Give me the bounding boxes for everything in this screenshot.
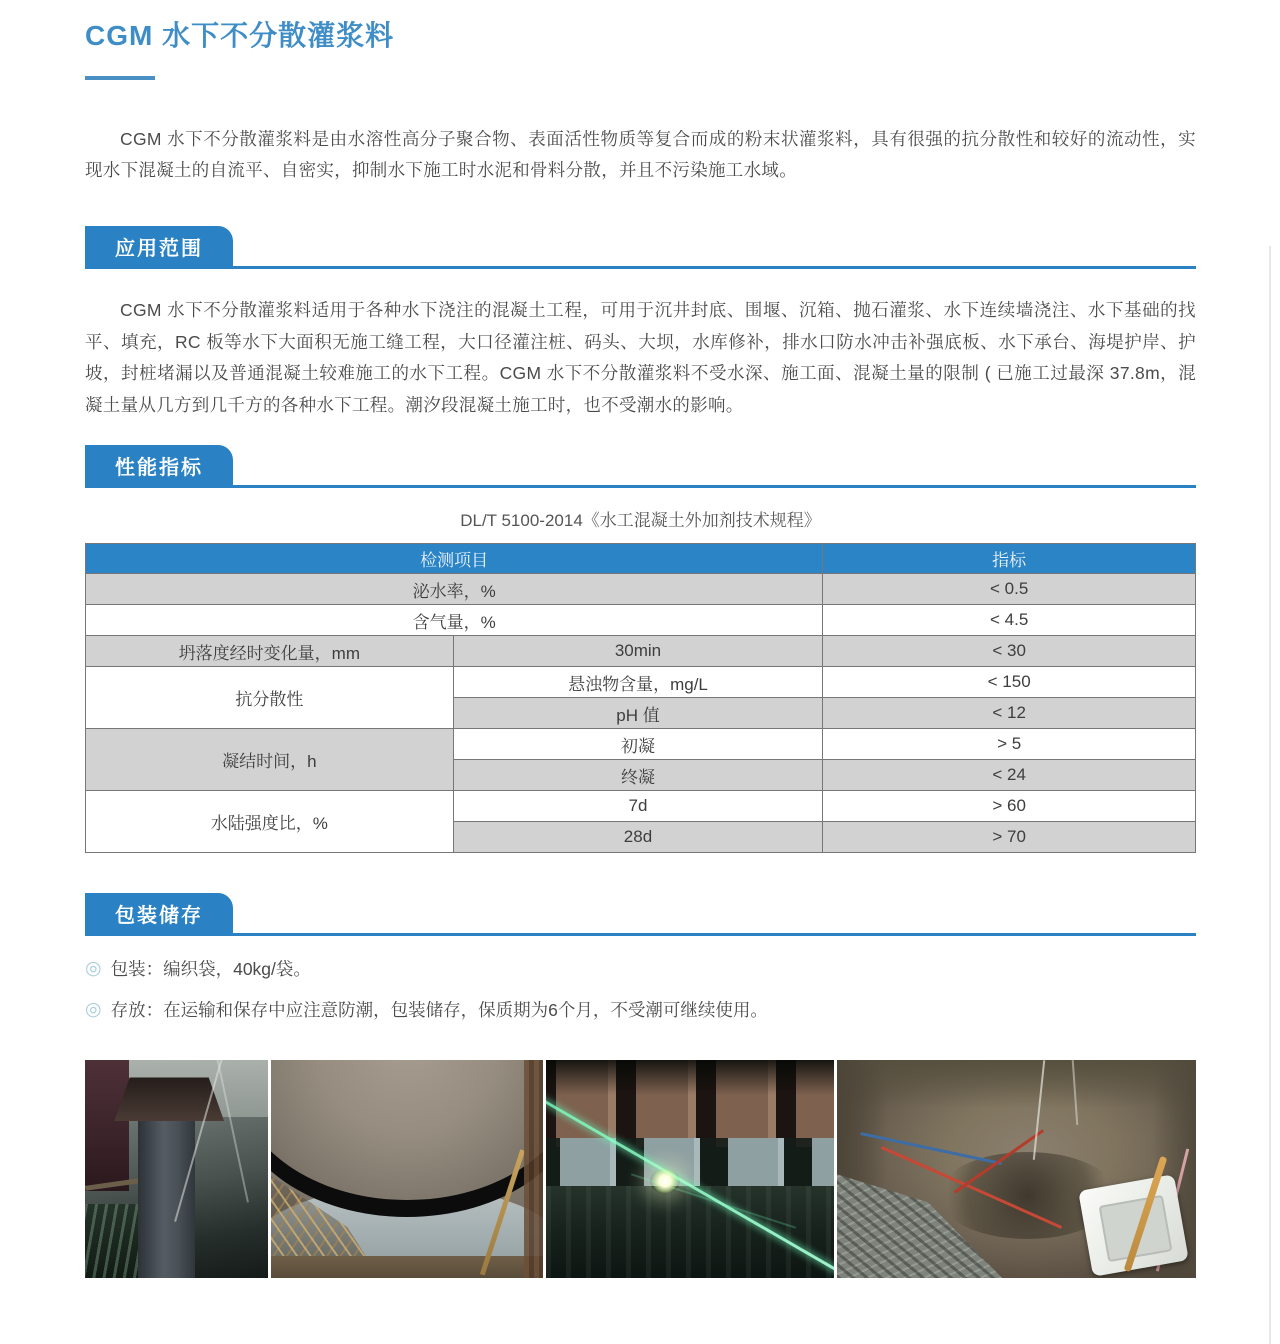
photo-layer-pile-cap <box>114 1077 224 1121</box>
table-cell: 终凝 <box>453 760 823 791</box>
photo-layer-pile-shaft <box>138 1119 195 1278</box>
list-item <box>85 956 1196 981</box>
table-cell: 悬浊物含量，mg/L <box>453 667 823 698</box>
table-cell: 坍落度经时变化量，mm <box>86 636 454 667</box>
page-edge-line <box>1269 246 1271 1344</box>
table-cell: 抗分散性 <box>86 667 454 729</box>
table-row <box>86 636 1196 667</box>
standard-reference: DL/T 5100-2014《水工混凝土外加剂技术规程》 <box>460 511 821 530</box>
table-row <box>86 574 1196 605</box>
table-cell: > 60 <box>823 791 1196 822</box>
table-cell: 初凝 <box>453 729 823 760</box>
title-underline <box>85 76 155 80</box>
table-cell: 含气量，% <box>86 605 823 636</box>
table-cell: < 12 <box>823 698 1196 729</box>
col-header-item: 检测项目 <box>86 544 823 574</box>
application-section-title: 应用范围 <box>115 238 203 260</box>
photo-excavation-pit <box>837 1060 1196 1278</box>
photo-layer-dirt <box>271 1256 543 1278</box>
table-cell: < 4.5 <box>823 605 1196 636</box>
photo-layer-planks <box>524 1060 543 1278</box>
photo-layer-rim <box>837 1060 1196 1108</box>
storage-list <box>85 956 1196 1022</box>
section-header-application <box>85 226 1196 269</box>
table-row <box>86 729 1196 760</box>
table-row <box>86 791 1196 822</box>
list-item <box>85 997 1196 1022</box>
photo-concrete-pier-collar <box>271 1060 543 1278</box>
table-cell: 泌水率，% <box>86 574 823 605</box>
table-row <box>86 605 1196 636</box>
section-header-performance <box>85 445 1196 488</box>
table-row <box>86 667 1196 698</box>
double-circle-icon: ◎ <box>85 999 102 1020</box>
table-cell: 28d <box>453 822 823 853</box>
photo-layer-dome <box>271 1060 543 1200</box>
table-cell: > 70 <box>823 822 1196 853</box>
photo-layer-building <box>85 1060 129 1191</box>
performance-table <box>85 543 1196 853</box>
photo-layer-shadow <box>546 1060 834 1095</box>
application-paragraph: CGM 水下不分散灌浆料适用于各种水下浇注的混凝土工程，可用于沉井封底、围堰、沉箱、抛石灌浆、水下连续墙浇注、水下基础的找平、填充，RC 板等水下大面积无施工缝工程，大口径灌注桩、码头、大坝，水库修补，排水口防水冲击补强底板、水下承台、海堤护岸、护坡，封桩堵漏以及普通混凝土较难施工的水下工程。CGM 水下不分散灌浆料不受水深、施工面、混凝土量的限制 ( 已施工过最深 37.8m，混凝土量从几方到几千方的各种水下工程。潮汐段混凝土施工时，也不受潮水的影响。 <box>85 300 1196 415</box>
application-section-badge <box>85 226 233 266</box>
storage-section-title: 包装储存 <box>115 905 203 927</box>
photo-pile-with-concrete-cap <box>85 1060 268 1278</box>
photo-night-piers-laser <box>546 1060 834 1278</box>
table-cell: < 0.5 <box>823 574 1196 605</box>
intro-paragraph: CGM 水下不分散灌浆料是由水溶性高分子聚合物、表面活性物质等复合而成的粉末状灌浆料，具有很强的抗分散性和较好的流动性，实现水下混凝土的自流平、自密实，抑制水下施工时水泥和骨料分散，并且不污染施工水域。 <box>85 129 1196 180</box>
table-cell: pH 值 <box>453 698 823 729</box>
table-cell: < 150 <box>823 667 1196 698</box>
storage-section-badge <box>85 893 233 933</box>
photo-layer-water <box>546 1186 834 1278</box>
table-cell: 7d <box>453 791 823 822</box>
table-cell: > 5 <box>823 729 1196 760</box>
storage-item-text: 存放：在运输和保存中应注意防潮，包装储存，保质期为6个月，不受潮可继续使用。 <box>110 1000 768 1020</box>
page-title: CGM 水下不分散灌浆料 <box>85 20 395 51</box>
table-cell: 凝结时间，h <box>86 729 454 791</box>
photo-layer-light <box>650 1169 680 1193</box>
section-header-storage <box>85 893 1196 936</box>
performance-section-title: 性能指标 <box>115 457 203 479</box>
table-header-row <box>86 544 1196 574</box>
table-cell: < 30 <box>823 636 1196 667</box>
col-header-indicator: 指标 <box>823 544 1196 574</box>
storage-item-text: 包装：编织袋，40kg/袋。 <box>110 959 311 979</box>
table-cell: < 24 <box>823 760 1196 791</box>
performance-section-badge <box>85 445 233 485</box>
double-circle-icon: ◎ <box>85 958 102 979</box>
table-cell: 水陆强度比，% <box>86 791 454 853</box>
table-cell: 30min <box>453 636 823 667</box>
photo-strip <box>85 1060 1196 1278</box>
